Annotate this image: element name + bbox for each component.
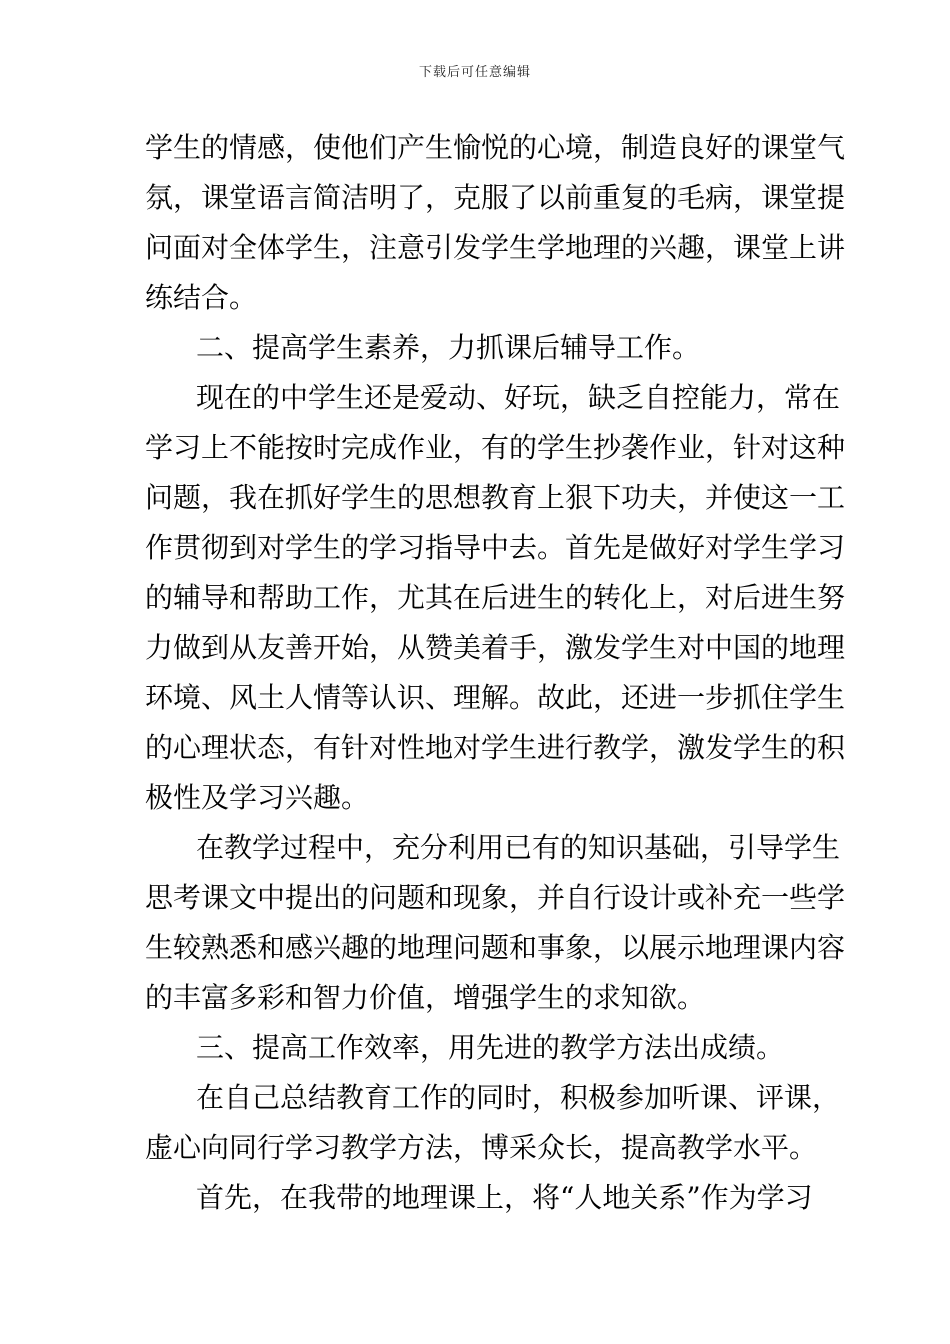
text-line: 问面对全体学生，注意引发学生学地理的兴趣，课堂上讲 (145, 231, 846, 264)
text-line: 力做到从友善开始，从赞美着手，激发学生对中国的地理 (145, 631, 846, 664)
text-line: 现在的中学生还是爱动、好玩，缺乏自控能力，常在 (196, 381, 841, 414)
text-line: 练结合。 (145, 281, 258, 314)
text-line: 首先，在我带的地理课上，将“人地关系”作为学习 (196, 1181, 813, 1214)
section-heading: 三、提高工作效率，用先进的教学方法出成绩。 (196, 1031, 785, 1064)
text-line: 虚心向同行学习教学方法，博采众长，提高教学水平。 (145, 1131, 818, 1164)
text-line: 思考课文中提出的问题和现象，并自行设计或补充一些学 (145, 881, 846, 914)
text-line: 学生的情感，使他们产生愉悦的心境，制造良好的课堂气 (145, 131, 846, 164)
text-line: 作贯彻到对学生的学习指导中去。首先是做好对学生学习 (145, 531, 846, 564)
text-line: 学习上不能按时完成作业，有的学生抄袭作业，针对这种 (145, 431, 846, 464)
text-line: 在自己总结教育工作的同时，积极参加听课、评课， (196, 1081, 841, 1114)
text-line: 生较熟悉和感兴趣的地理问题和事象，以展示地理课内容 (145, 931, 846, 964)
text-line: 的心理状态，有针对性地对学生进行教学，激发学生的积 (145, 731, 846, 764)
page-header: 下载后可任意编辑 (418, 65, 531, 80)
text-line: 极性及学习兴趣。 (145, 781, 370, 814)
text-line: 问题，我在抓好学生的思想教育上狠下功夫，并使这一工 (145, 481, 846, 514)
text-line: 环境、风土人情等认识、理解。故此，还进一步抓住学生 (145, 681, 846, 714)
text-line: 的辅导和帮助工作，尤其在后进生的转化上，对后进生努 (145, 581, 846, 614)
text-line: 氛，课堂语言简洁明了，克服了以前重复的毛病，课堂提 (145, 181, 846, 214)
text-line: 在教学过程中，充分利用已有的知识基础，引导学生 (196, 831, 841, 864)
section-heading: 二、提高学生素养，力抓课后辅导工作。 (196, 331, 701, 364)
text-line: 的丰富多彩和智力价值，增强学生的求知欲。 (145, 981, 706, 1014)
